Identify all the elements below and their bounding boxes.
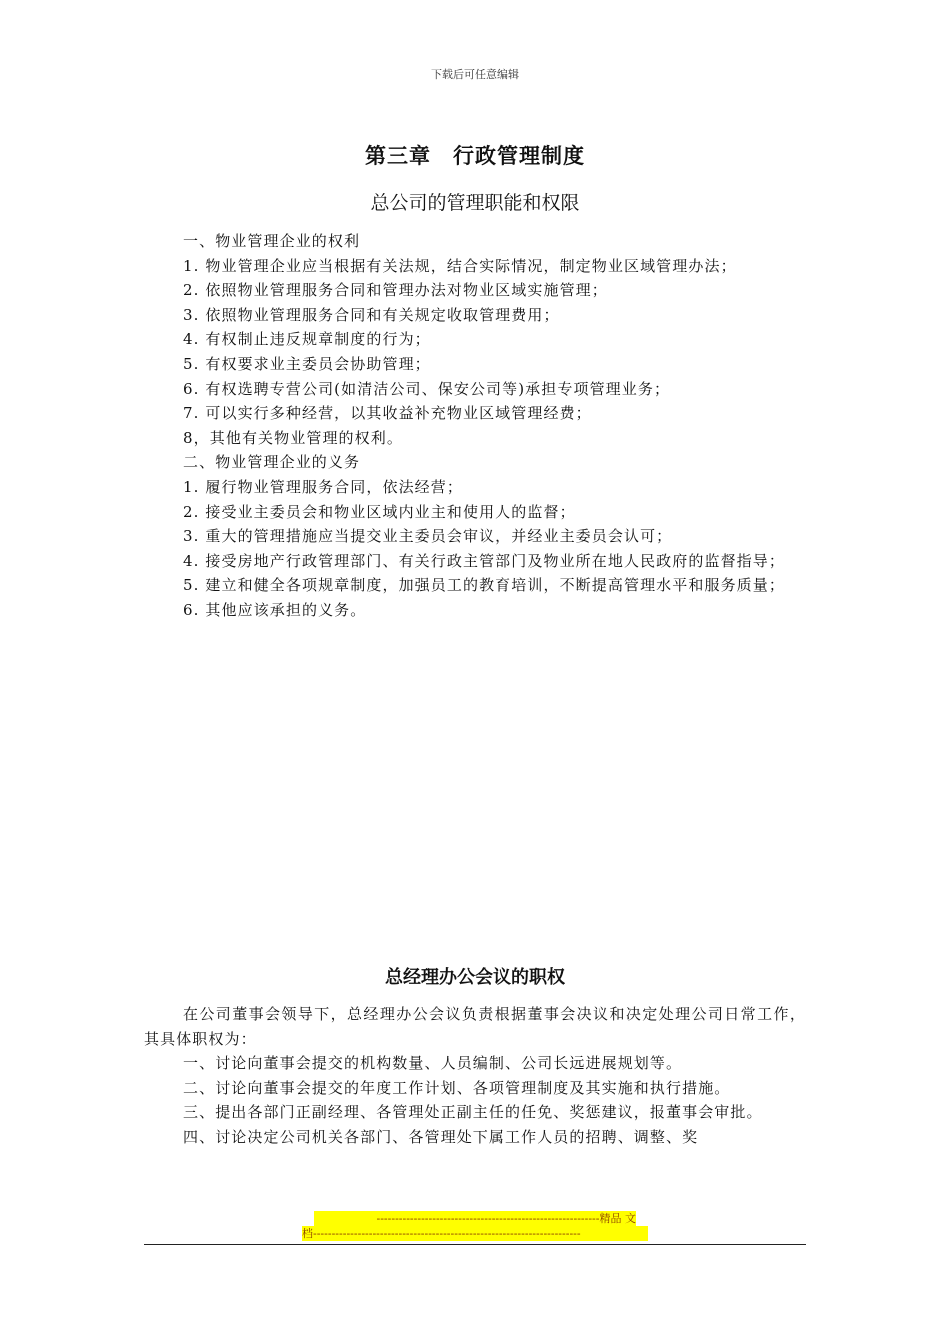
paragraph: 4. 有权制止违反规章制度的行为； bbox=[183, 330, 431, 349]
chapter-title: 第三章 行政管理制度 bbox=[365, 144, 585, 168]
paragraph: 二、物业管理企业的义务 bbox=[183, 453, 361, 472]
paragraph: 3. 依照物业管理服务合同和有关规定收取管理费用； bbox=[183, 305, 560, 324]
section-title-management-functions: 总公司的管理职能和权限 bbox=[370, 192, 580, 214]
page-header: 下载后可任意编辑 bbox=[431, 68, 519, 81]
paragraph: 一、物业管理企业的权利 bbox=[183, 232, 361, 250]
paragraph: 2. 接受业主委员会和物业区域内业主和使用人的监督； bbox=[183, 502, 576, 521]
paragraph: 4. 接受房地产行政管理部门、有关行政主管部门及物业所在地人民政府的监督指导； bbox=[183, 551, 785, 570]
paragraph: 三、提出各部门正副经理、各管理处正副主任的任免、奖惩建议，报董事会审批。 bbox=[183, 1103, 763, 1122]
paragraph: 二、讨论向董事会提交的年度工作计划、各项管理制度及其实施和执行措施。 bbox=[183, 1078, 731, 1097]
footer-banner-line-2: 档------------------------------------------------------------------------ bbox=[302, 1226, 648, 1241]
section-title-gm-meeting: 总经理办公会议的职权 bbox=[385, 967, 565, 988]
paragraph: 在公司董事会领导下，总经理办公会议负责根据董事会决议和决定处理公司日常工作，其具体职权为： bbox=[144, 1005, 806, 1048]
footer-divider bbox=[144, 1244, 806, 1245]
section-body-management-functions bbox=[144, 229, 806, 623]
footer-banner bbox=[302, 1211, 648, 1241]
paragraph: 2. 依照物业管理服务合同和管理办法对物业区域实施管理； bbox=[183, 281, 608, 300]
paragraph: 5. 有权要求业主委员会协助管理； bbox=[183, 354, 431, 373]
section-body-gm-meeting bbox=[144, 1002, 806, 1150]
paragraph: 1. 履行物业管理服务合同，依法经营； bbox=[183, 477, 463, 496]
paragraph: 1. 物业管理企业应当根据有关法规，结合实际情况，制定物业区域管理办法； bbox=[183, 256, 737, 275]
paragraph: 6. 其他应该承担的义务。 bbox=[183, 600, 367, 619]
paragraph: 3. 重大的管理措施应当提交业主委员会审议，并经业主委员会认可； bbox=[183, 527, 673, 546]
paragraph: 四、讨论决定公司机关各部门、各管理处下属工作人员的招聘、调整、奖 bbox=[183, 1127, 699, 1146]
paragraph: 7. 可以实行多种经营，以其收益补充物业区域管理经费； bbox=[183, 404, 592, 423]
paragraph: 5. 建立和健全各项规章制度，加强员工的教育培训，不断提高管理水平和服务质量； bbox=[183, 576, 785, 595]
paragraph: 6. 有权选聘专营公司(如清洁公司、保安公司等)承担专项管理业务； bbox=[183, 379, 671, 398]
paragraph: 8，其他有关物业管理的权利。 bbox=[183, 428, 403, 447]
paragraph: 一、讨论向董事会提交的机构数量、人员编制、公司长远进展规划等。 bbox=[183, 1054, 683, 1073]
footer-banner-line-1: ------------------------------------------------------------精品 文 bbox=[314, 1211, 636, 1226]
